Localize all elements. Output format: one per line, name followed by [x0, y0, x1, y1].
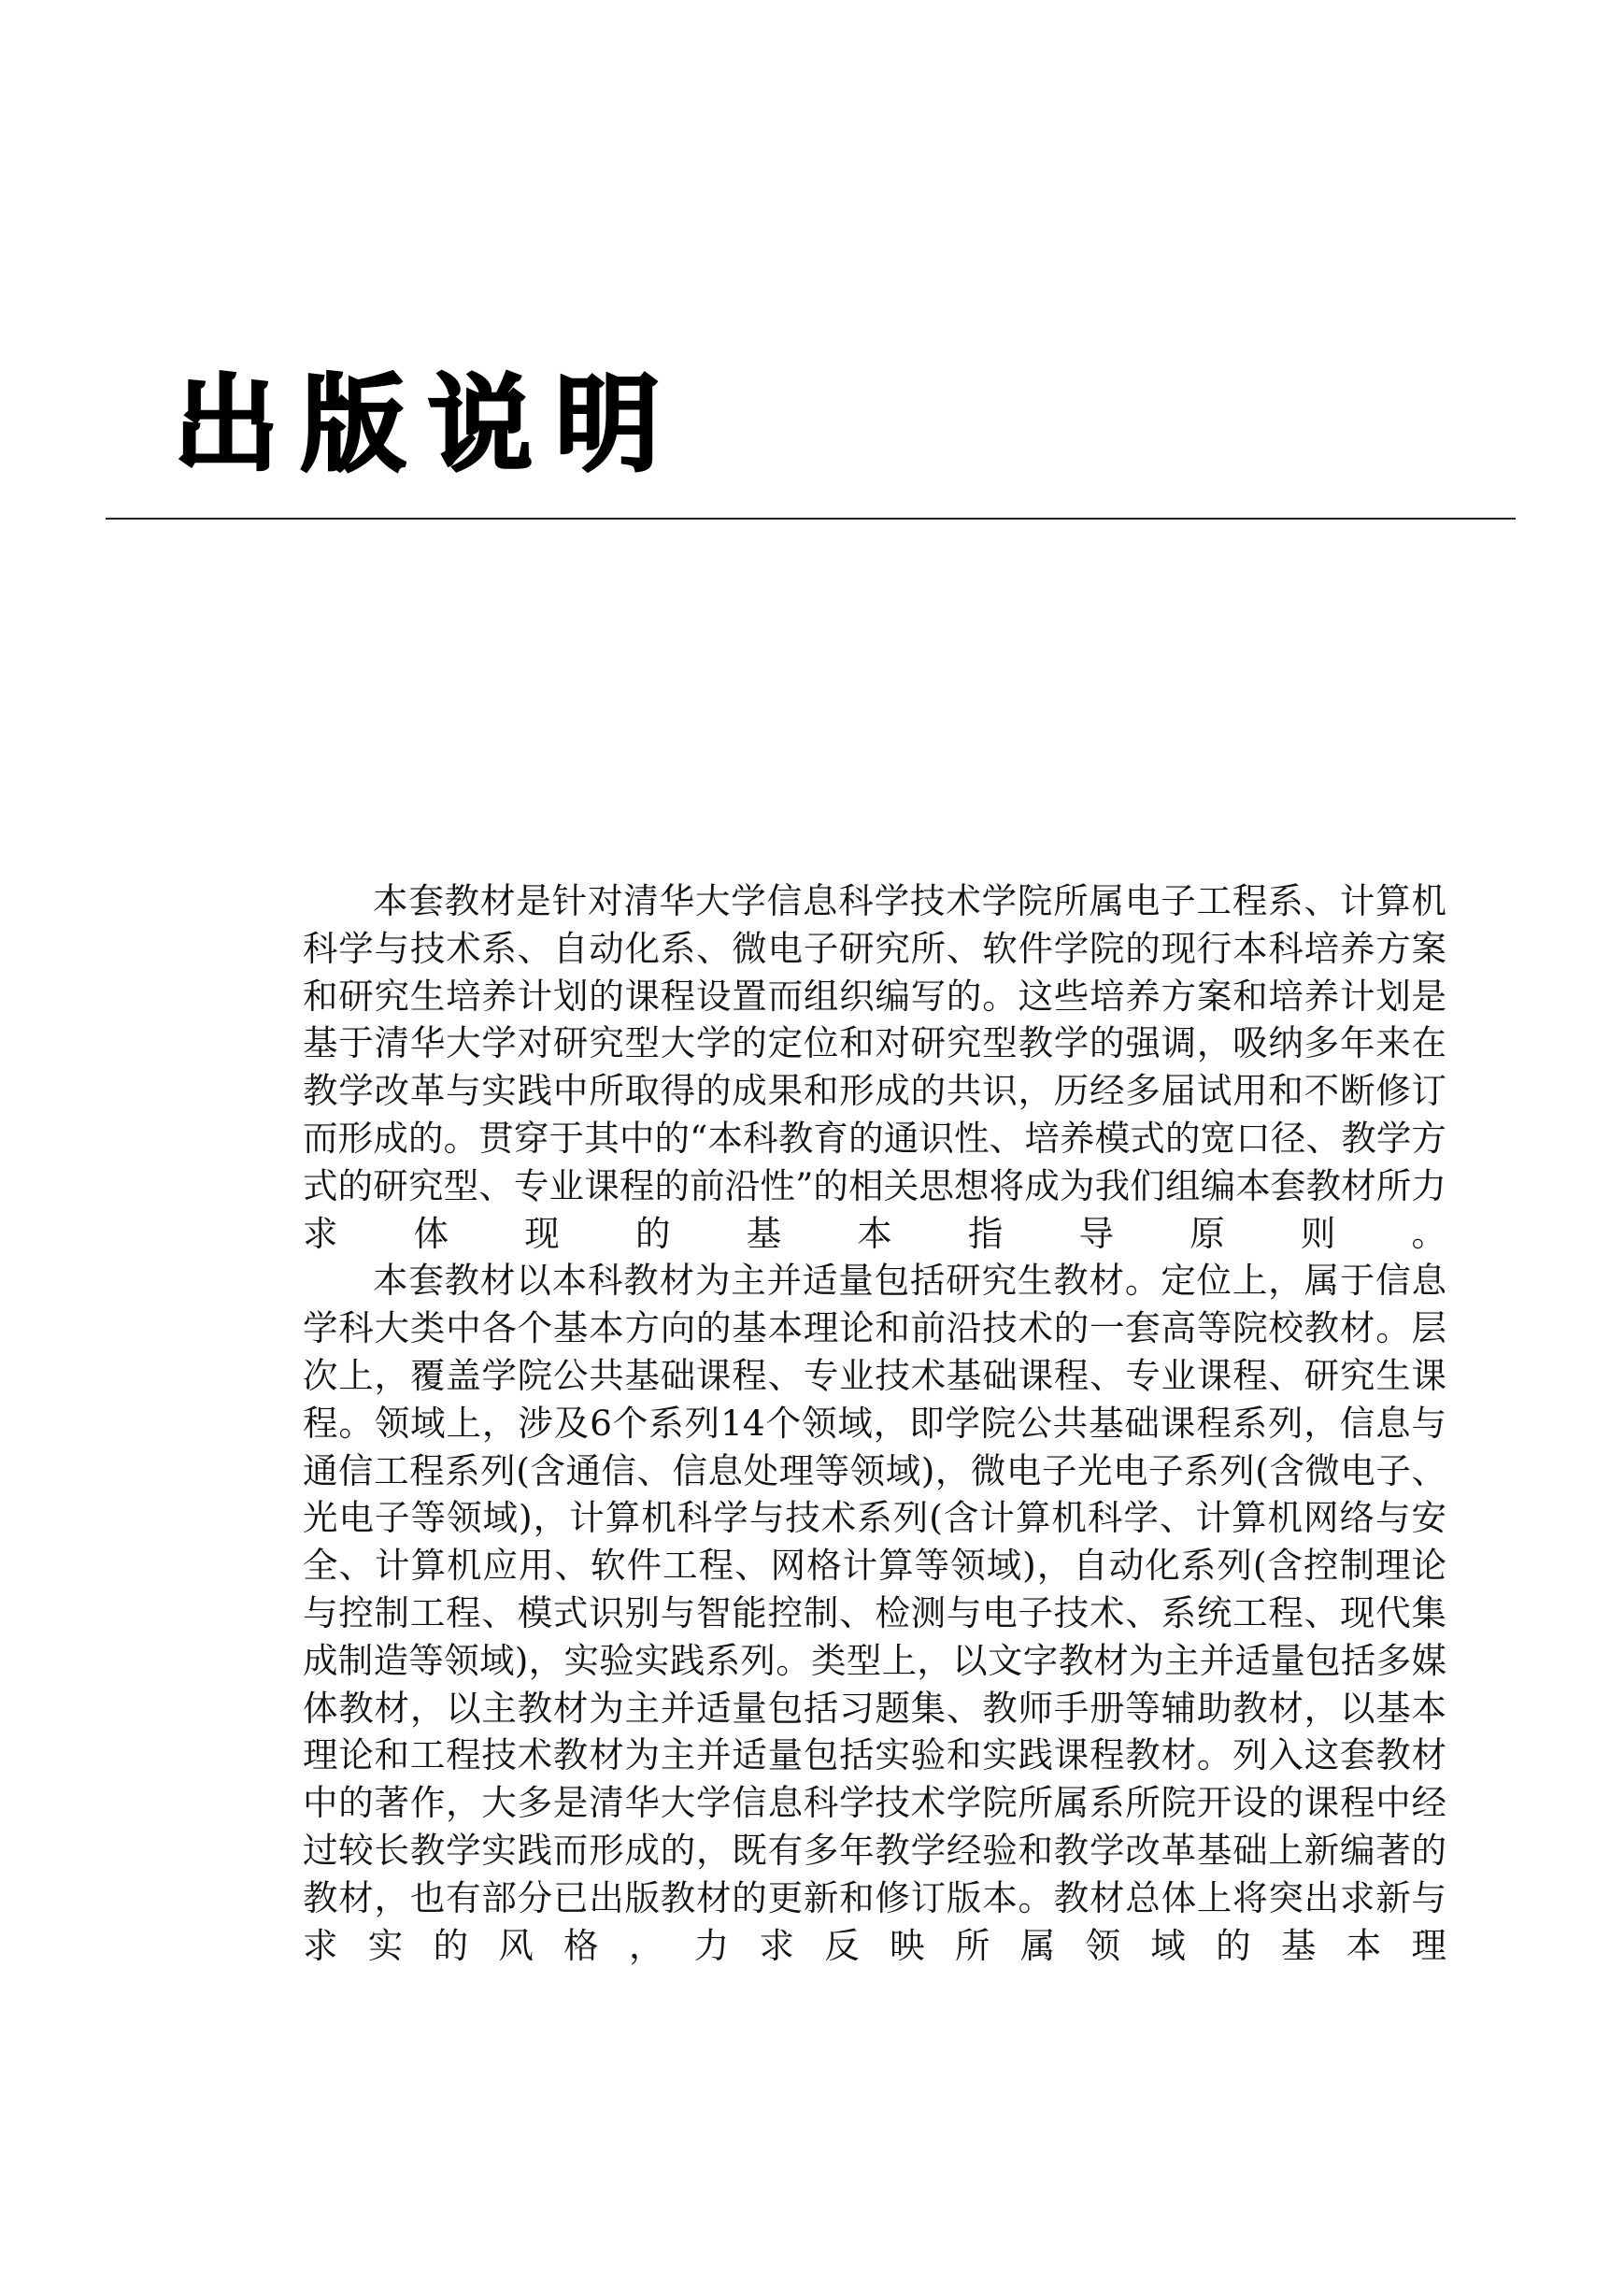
- paragraph-1: 本套教材是针对清华大学信息科学技术学院所属电子工程系、计算机科学与技术系、自动化系、微电子研究所、软件学院的现行本科培养方案和研究生培养计划的课程设置而组织编写的。这些培养方案和培养计划是基于清华大学对研究型大学的定位和对研究型教学的强调，吸纳多年来在教学改革与实践中所取得的成果和形成的共识，历经多届试用和不断修订而形成的。贯穿于其中的“本科教育的通识性、培养模式的宽口径、教学方式的研究型、专业课程的前沿性”的相关思想将成为我们组编本套教材所力求体现的基本指导原则。: [303, 880, 1446, 1254]
- page-title: 出版说明: [174, 364, 682, 486]
- title-divider: [106, 518, 1516, 520]
- body-text: [303, 877, 1446, 1969]
- paragraph-2: 本套教材以本科教材为主并适量包括研究生教材。定位上，属于信息学科大类中各个基本方向的基本理论和前沿技术的一套高等院校教材。层次上，覆盖学院公共基础课程、专业技术基础课程、专业课程、研究生课程。领域上，涉及6个系列14个领域，即学院公共基础课程系列，信息与通信工程系列(含通信、信息处理等领域)，微电子光电子系列(含微电子、光电子等领域)，计算机科学与技术系列(含计算机科学、计算机网络与安全、计算机应用、软件工程、网格计算等领域)，自动化系列(含控制理论与控制工程、模式识别与智能控制、检测与电子技术、系统工程、现代集成制造等领域)，实验实践系列。类型上，以文字教材为主并适量包括多媒体教材，以主教材为主并适量包括习题集、教师手册等辅助教材，以基本理论和工程技术教材为主并适量包括实验和实践课程教材。列入这套教材中的著作，大多是清华大学信息科学技术学院所属系所院开设的课程中经过较长教学实践而形成的，既有多年教学经验和教学改革基础上新编著的教材，也有部分已出版教材的更新和修订版本。教材总体上将突出求新与求实的风格，力求反映所属领域的基本理: [303, 1260, 1446, 1966]
